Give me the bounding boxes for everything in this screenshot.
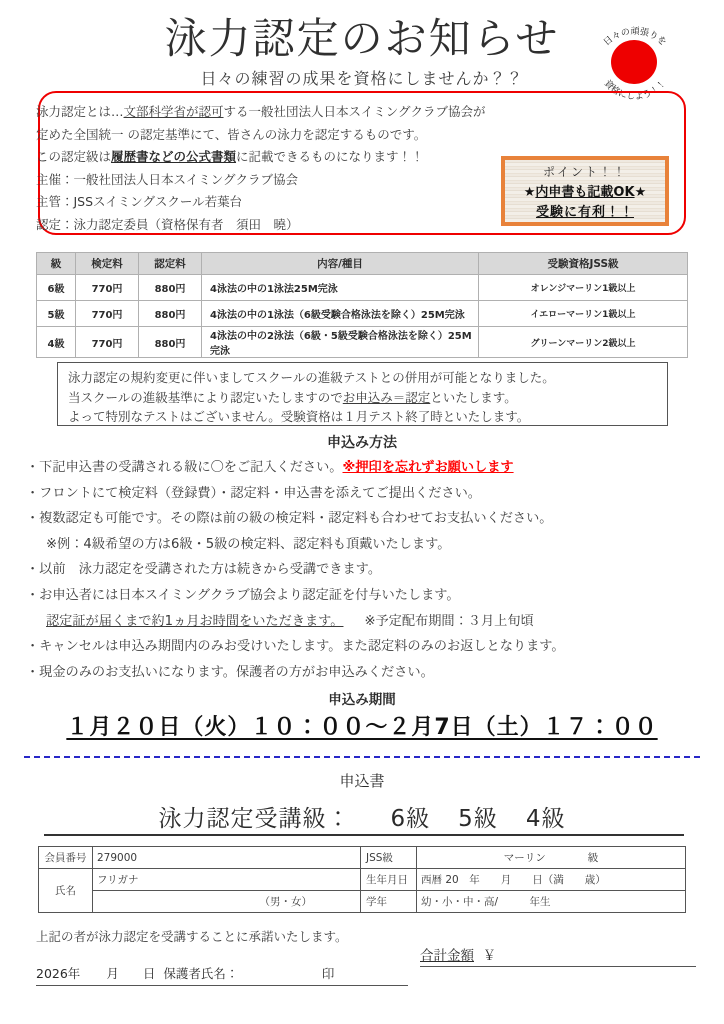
point-line-3: 受験に有利！！	[535, 204, 634, 220]
cell-exam-fee: 770円	[76, 327, 139, 358]
howto-item-6-underline: 認定証が届くまで約1ヵ月お時間をいただきます。	[46, 613, 344, 629]
cell-grade: 6級	[37, 275, 76, 301]
cut-line-divider	[24, 756, 700, 758]
jss-value-name: マーリン	[503, 852, 546, 864]
point-line-2-text: 内申書も記載OK	[535, 184, 635, 200]
howto-item-0-text: ・下記申込書の受講される級に〇をご記入ください。	[26, 460, 343, 475]
list-item: ※例：4級希望の方は6級・5級の検定料、認定料も頂戴いたします。	[46, 536, 451, 552]
howto-list	[26, 455, 706, 685]
intro-line-6: 認定：泳力認定委員（資格保有者 須田 曉）	[36, 216, 299, 232]
form-grade-option-6[interactable]: 6級	[390, 806, 431, 832]
field-furigana[interactable]: フリガナ	[93, 869, 361, 891]
stamp-top-text: 日々の頑張りを	[602, 27, 668, 49]
sign-day[interactable]: 日	[142, 966, 156, 981]
form-grade-option-5[interactable]: 5級	[458, 806, 498, 832]
form-table-body	[39, 847, 686, 913]
list-item	[26, 455, 706, 481]
label-dob: 生年月日	[361, 869, 417, 891]
consent-text: 上記の者が泳力認定を受講することに承諾いたします。	[36, 929, 348, 944]
label-school-year: 学年	[361, 891, 417, 913]
cell-jss: グリーンマーリン2級以上	[479, 327, 688, 358]
list-item: ・お申込者には日本スイミングクラブ協会より認定証を付与いたします。	[26, 587, 460, 603]
list-item: ・現金のみのお支払いになります。保護者の方がお申込みください。	[26, 664, 434, 680]
star-icon-left: ★	[523, 184, 536, 200]
cell-grade: 4級	[37, 327, 76, 358]
sign-month[interactable]: 月	[106, 966, 119, 981]
intro-line-5: 主管：JSSスイミングスクール若葉台	[36, 194, 243, 210]
form-heading: 申込書	[339, 772, 385, 790]
intro-line-1-underline: 文部科学省が認可	[123, 104, 224, 119]
table-row	[37, 327, 688, 358]
cell-jss: イエローマーリン1級以上	[479, 301, 688, 327]
label-name: 氏名	[39, 869, 93, 913]
signature-rule	[36, 985, 408, 986]
form-grade-selection	[0, 800, 724, 833]
point-line-2	[524, 181, 646, 200]
yen-symbol-icon: ￥	[482, 948, 497, 964]
total-amount-label: 合計金額	[420, 948, 474, 964]
note-line-3: よって特別なテストはございません。受験資格は１月テスト終了時といたします。	[68, 409, 530, 424]
howto-item-6-after: ※予定配布期間：３月上旬頃	[364, 613, 534, 629]
cell-cert-fee: 880円	[139, 275, 202, 301]
list-item: ・以前 泳力認定を受講された方は続きから受講できます。	[26, 562, 382, 578]
period-date-range: １月２０日（火）１０：００〜２月7日（土）１７：００	[66, 715, 658, 740]
signature-row	[36, 964, 408, 986]
table-row	[39, 847, 686, 869]
form-top-rule	[44, 834, 684, 836]
list-item	[26, 609, 706, 635]
col-header-cert-fee: 認定料	[139, 253, 202, 275]
total-amount-row	[420, 944, 696, 967]
total-amount-rule	[420, 966, 696, 967]
field-member-no[interactable]: 279000	[93, 847, 361, 869]
cell-content: 4泳法の中の2泳法（6級・5級受験合格泳法を除く）25M完泳	[202, 327, 479, 358]
cell-content: 4泳法の中の1泳法（6級受験合格泳法を除く）25M完泳	[202, 301, 479, 327]
page-title: 泳力認定のお知らせ	[164, 14, 560, 63]
intro-text-block	[36, 101, 506, 237]
label-member-no: 会員番号	[39, 847, 93, 869]
cell-exam-fee: 770円	[76, 275, 139, 301]
intro-line-3-c: に記載できるものになります！！	[236, 149, 424, 165]
intro-line-1-a: 泳力認定とは…	[36, 104, 124, 119]
list-item: ・フロントにて検定料（登録費）・認定料・申込書を添えてご提出ください。	[26, 485, 481, 501]
grade-table-body	[37, 275, 688, 358]
field-dob[interactable]: 西暦 20 年 月 日（満 歳）	[417, 869, 686, 891]
field-school-year[interactable]: 幼・小・中・高/ 年生	[417, 891, 686, 913]
point-line-1: ポイント！！	[542, 164, 627, 179]
point-callout-box	[501, 156, 669, 226]
table-row	[37, 301, 688, 327]
jss-value-unit: 級	[587, 852, 599, 864]
guardian-name-label: 保護者氏名：	[163, 966, 239, 981]
page-header	[0, 0, 724, 103]
form-grade-label: 泳力認定受講級：	[158, 806, 351, 832]
col-header-grade: 級	[37, 253, 76, 275]
col-header-exam-fee: 検定料	[76, 253, 139, 275]
sign-year[interactable]: 2026年	[36, 966, 81, 981]
note-line-1: 泳力認定の規約変更に伴いましてスクールの進級テストとの併用が可能となりました。	[68, 370, 555, 385]
form-grade-option-4[interactable]: 4級	[525, 806, 566, 832]
cell-content: 4泳法の中の1泳法25M完泳	[202, 275, 479, 301]
cell-cert-fee: 880円	[139, 327, 202, 358]
note-line-2	[68, 388, 667, 408]
signature-line	[36, 964, 408, 982]
period-heading: 申込み期間	[328, 692, 396, 708]
howto-item-0-red-note: ※押印を忘れずお願いします	[342, 460, 514, 475]
cell-exam-fee: 770円	[76, 301, 139, 327]
total-amount-line	[420, 944, 696, 964]
page-subtitle: 日々の練習の成果を資格にしませんか？？	[200, 69, 524, 88]
star-icon-right: ★	[634, 184, 647, 200]
note-line-2-a: 当スクールの進級基準により認定いたしますので	[68, 389, 343, 405]
list-item: ・キャンセルは申込み期間内のみお受けいたします。また認定料のみのお返しとなります。	[26, 639, 565, 655]
table-row	[39, 869, 686, 891]
intro-line-1	[36, 101, 506, 124]
field-jss-grade[interactable]	[417, 847, 686, 869]
cell-jss: オレンジマーリン1級以上	[479, 275, 688, 301]
stamp-bottom-text: 資格にしよう！！	[601, 78, 669, 103]
cell-grade: 5級	[37, 301, 76, 327]
intro-line-3-bold-underline: 履歴書などの公式書類	[111, 149, 237, 165]
note-line-2-c: といたします。	[430, 389, 517, 405]
grade-table-head	[37, 253, 688, 275]
howto-heading: 申込み方法	[327, 435, 397, 451]
grade-fee-table	[36, 252, 688, 358]
col-header-content: 内容/種目	[202, 253, 479, 275]
application-form-table	[38, 846, 686, 913]
period-date-row	[0, 710, 724, 741]
intro-line-1-c: する一般社団法人日本スイミングクラブ協会が	[223, 104, 486, 119]
table-row	[39, 891, 686, 913]
intro-line-3-a: この認定級は	[36, 149, 112, 165]
intro-line-3	[36, 146, 506, 169]
intro-line-4: 主催：一般社団法人日本スイミングクラブ協会	[36, 171, 299, 187]
table-header-row	[37, 253, 688, 275]
note-line-2-underline: お申込み＝認定	[342, 389, 431, 405]
cell-cert-fee: 880円	[139, 301, 202, 327]
list-item: ・複数認定も可能です。その際は前の級の検定料・認定料も合わせてお支払いください。	[26, 511, 553, 527]
col-header-jss: 受験資格JSS級	[479, 253, 688, 275]
seal-stamp-label[interactable]: 印	[321, 966, 335, 981]
intro-line-2: 定めた全国統一 の認定基準にて、皆さんの泳力を認定するものです。	[36, 126, 427, 142]
label-jss-grade: JSS級	[361, 847, 417, 869]
note-box	[57, 362, 668, 426]
table-row	[37, 275, 688, 301]
field-name-sex[interactable]: （男・女）	[93, 891, 361, 913]
